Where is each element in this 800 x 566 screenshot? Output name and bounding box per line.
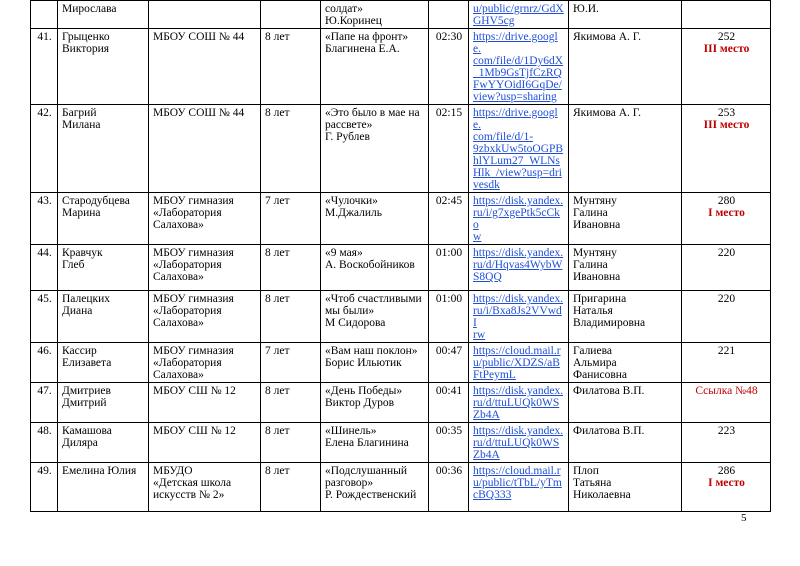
time-cell-text: 00:35 (435, 425, 463, 437)
school-cell-text: МБУДО «Детская школа искусств № 2» (153, 465, 232, 501)
score-cell (682, 193, 771, 245)
video-link[interactable]: https://disk.yandex. ru/i/Bxa8Js2VVwdI rw (473, 293, 564, 341)
name-cell-text: Дмитриев Дмитрий (62, 385, 111, 409)
time-cell-text: 01:00 (435, 293, 463, 305)
school-cell-text: МБОУ СШ № 12 (153, 425, 236, 437)
age-cell-text: 8 лет (265, 247, 290, 259)
teacher-cell (569, 383, 682, 423)
time-cell (429, 291, 469, 343)
name-cell-text: Кравчук Глеб (62, 247, 103, 271)
teacher-cell (569, 343, 682, 383)
num-cell (31, 291, 58, 343)
name-cell (58, 105, 149, 193)
teacher-cell: Ю.И. (569, 1, 682, 29)
score-cell (682, 1, 771, 29)
time-cell (429, 245, 469, 291)
name-cell-text: Стародубцева Марина (62, 195, 130, 219)
num-cell-text: 48. (37, 425, 52, 437)
score-cell (682, 343, 771, 383)
work-cell-text: «Шинель» Елена Благинина (325, 425, 409, 449)
work-cell-text: «9 мая» А. Воскобойников (325, 247, 415, 271)
table-row (31, 423, 771, 463)
age-cell-text: 7 лет (265, 195, 290, 207)
school-cell-text: МБОУ гимназия «Лаборатория Салахова» (153, 247, 234, 283)
name-cell (58, 245, 149, 291)
school-cell-text: МБОУ СОШ № 44 (153, 31, 245, 43)
video-link[interactable]: https://cloud.mail.r u/public/XDZS/aB FtPeymL (473, 345, 561, 381)
video-link[interactable]: https://disk.yandex. ru/d/ttuLUQk0WS Zb4A (473, 385, 564, 421)
school-cell (149, 193, 261, 245)
work-cell (321, 343, 429, 383)
work-cell-text: «Вам наш поклон» Борис Ильютик (325, 345, 418, 369)
work-cell (321, 245, 429, 291)
table-row (31, 29, 771, 105)
age-cell-text: 8 лет (265, 107, 290, 119)
link-cell[interactable] (469, 423, 569, 463)
teacher-cell (569, 463, 682, 512)
num-cell-text: 49. (37, 465, 52, 477)
name-cell (58, 343, 149, 383)
age-cell (261, 423, 321, 463)
table-row (31, 383, 771, 423)
age-cell-text: 7 лет (265, 345, 290, 357)
table-row (31, 291, 771, 343)
place-label: I место (708, 477, 745, 489)
school-cell-text: МБОУ СОШ № 44 (153, 107, 245, 119)
time-cell-text: 02:15 (435, 107, 463, 119)
school-cell (149, 245, 261, 291)
time-cell-text: 01:00 (435, 247, 463, 259)
num-cell (31, 193, 58, 245)
name-cell (58, 29, 149, 105)
link-cell[interactable] (469, 105, 569, 193)
school-cell-text: МБОУ СШ № 12 (153, 385, 236, 397)
time-cell-text: 00:41 (435, 385, 463, 397)
time-cell-text: 00:36 (435, 465, 463, 477)
name-cell-text: Багрий Милана (62, 107, 101, 131)
age-cell-text: 8 лет (265, 465, 290, 477)
school-cell-text: МБОУ гимназия «Лаборатория Салахова» (153, 195, 234, 231)
score-cell (682, 463, 771, 512)
school-cell-text: МБОУ гимназия «Лаборатория Салахова» (153, 293, 234, 329)
num-cell-text: 44. (37, 247, 52, 259)
table-row (31, 463, 771, 512)
video-link[interactable]: https://drive.google. com/file/d/1- 9zbxkUw5toOGPB hlYLum27_WLNs Hlk_/view?usp=dri vesdk (473, 107, 564, 191)
time-cell (429, 29, 469, 105)
video-link[interactable]: https://disk.yandex. ru/d/ttuLUQk0WS Zb4A (473, 425, 564, 461)
school-cell (149, 343, 261, 383)
age-cell-text: 8 лет (265, 425, 290, 437)
work-cell (321, 29, 429, 105)
results-table (30, 0, 771, 512)
link-cell[interactable] (469, 29, 569, 105)
score-cell (682, 291, 771, 343)
age-cell-text: 8 лет (265, 385, 290, 397)
age-cell (261, 193, 321, 245)
name-cell (58, 291, 149, 343)
name-cell-text: Грыценко Виктория (62, 31, 110, 55)
teacher-cell (569, 245, 682, 291)
school-cell (149, 105, 261, 193)
name-cell (58, 383, 149, 423)
name-cell-text: Кассир Елизавета (62, 345, 112, 369)
teacher-cell-text: Якимова А. Г. (573, 31, 641, 43)
num-cell (31, 463, 58, 512)
num-cell (31, 29, 58, 105)
age-cell (261, 29, 321, 105)
score-cell-text: 253 (717, 107, 736, 119)
num-cell (31, 245, 58, 291)
name-cell-text: Палецких Диана (62, 293, 110, 317)
school-cell (149, 463, 261, 512)
score-cell-text: 280 (717, 195, 736, 207)
table-row (31, 193, 771, 245)
name-cell: Мирослава (58, 1, 149, 29)
teacher-cell (569, 193, 682, 245)
work-cell: солдат» Ю.Коринец (321, 1, 429, 29)
table-row-continued (31, 1, 771, 29)
num-cell (31, 105, 58, 193)
time-cell (429, 343, 469, 383)
time-cell (429, 1, 469, 29)
score-cell-text: 286 (717, 465, 736, 477)
num-cell-text: 46. (37, 345, 52, 357)
num-cell (31, 1, 58, 29)
work-cell (321, 463, 429, 512)
score-cell (682, 245, 771, 291)
name-cell (58, 193, 149, 245)
teacher-cell-text: Галиева Альмира Фанисовна (573, 345, 628, 381)
time-cell (429, 193, 469, 245)
time-cell (429, 463, 469, 512)
work-cell-text: «Чтоб счастливыми мы были» М Сидорова (325, 293, 422, 329)
work-cell (321, 423, 429, 463)
school-cell (149, 383, 261, 423)
time-cell (429, 383, 469, 423)
school-cell (149, 291, 261, 343)
score-cell-text: 221 (717, 345, 736, 357)
num-cell (31, 423, 58, 463)
age-cell (261, 1, 321, 29)
num-cell-text: 45. (37, 293, 52, 305)
teacher-cell (569, 105, 682, 193)
link-cell[interactable] (469, 245, 569, 291)
score-cell (682, 423, 771, 463)
age-cell (261, 383, 321, 423)
name-cell-text: Камашова Диляра (62, 425, 112, 449)
reference-label: Ссылка №48 (695, 385, 758, 397)
teacher-cell-text: Филатова В.П. (573, 385, 645, 397)
num-cell-text: 41. (37, 31, 52, 43)
score-cell (682, 29, 771, 105)
link-cell[interactable] (469, 291, 569, 343)
work-cell-text: «Это было в мае на рассвете» Г. Рублев (325, 107, 420, 143)
time-cell (429, 423, 469, 463)
age-cell (261, 463, 321, 512)
school-cell-text: МБОУ гимназия «Лаборатория Салахова» (153, 345, 234, 381)
link-cell[interactable] (469, 1, 569, 29)
score-cell (682, 383, 771, 423)
time-cell-text: 00:47 (435, 345, 463, 357)
work-cell (321, 291, 429, 343)
table-row (31, 343, 771, 383)
school-cell (149, 29, 261, 105)
video-link[interactable]: https://disk.yandex. ru/d/Hqvas4WybW S8QQ (473, 247, 564, 283)
work-cell-text: «День Победы» Виктор Дуров (325, 385, 403, 409)
work-cell-text: «Подслушанный разговор» Р. Рождественский (325, 465, 417, 501)
num-cell-text: 43. (37, 195, 52, 207)
age-cell (261, 245, 321, 291)
age-cell (261, 291, 321, 343)
teacher-cell-text: Плоп Татьяна Николаевна (573, 465, 631, 501)
page-number: 5 (741, 512, 747, 524)
work-cell (321, 383, 429, 423)
teacher-cell-text: Филатова В.П. (573, 425, 645, 437)
score-cell (682, 105, 771, 193)
place-label: III место (703, 43, 750, 55)
name-cell (58, 423, 149, 463)
teacher-cell-text: Мунтяну Галина Ивановна (573, 195, 621, 231)
teacher-cell-text: Якимова А. Г. (573, 107, 641, 119)
video-link[interactable]: https://disk.yandex. ru/i/g7xgePtk5cCko w (473, 195, 564, 243)
work-cell (321, 193, 429, 245)
score-cell-text: 252 (717, 31, 736, 43)
link-cell[interactable] (469, 193, 569, 245)
table-row (31, 105, 771, 193)
work-cell (321, 105, 429, 193)
video-link[interactable]: https://cloud.mail.r u/public/tTbL/yTm cBQ333 (473, 465, 562, 501)
work-cell-text: «Папе на фронт» Благинена Е.А. (325, 31, 409, 55)
teacher-cell (569, 291, 682, 343)
name-cell-text: Емелина Юлия (62, 465, 137, 477)
num-cell (31, 383, 58, 423)
num-cell-text: 47. (37, 385, 52, 397)
video-link[interactable]: https://drive.google. com/file/d/1Dy6dX _1Mb9GsTjfCzRQ FwYYOidI6GqDe/ view?usp=sharing (473, 31, 564, 103)
table-row (31, 245, 771, 291)
score-cell-text: 220 (717, 247, 736, 259)
teacher-cell-text: Мунтяну Галина Ивановна (573, 247, 621, 283)
score-cell-text: 220 (717, 293, 736, 305)
num-cell (31, 343, 58, 383)
school-cell (149, 423, 261, 463)
teacher-cell (569, 423, 682, 463)
time-cell-text: 02:45 (435, 195, 463, 207)
name-cell (58, 463, 149, 512)
age-cell-text: 8 лет (265, 31, 290, 43)
link-cell[interactable] (469, 343, 569, 383)
age-cell (261, 343, 321, 383)
place-label: III место (703, 119, 750, 131)
school-cell (149, 1, 261, 29)
work-cell-text: «Чулочки» М.Джалиль (325, 195, 382, 219)
age-cell (261, 105, 321, 193)
score-cell-text: 223 (717, 425, 736, 437)
teacher-cell (569, 29, 682, 105)
video-link[interactable]: u/public/grnrz/GdX GHV5cg (473, 3, 564, 27)
teacher-cell-text: Пригарина Наталья Владимировна (573, 293, 646, 329)
link-cell[interactable] (469, 383, 569, 423)
num-cell-text: 42. (37, 107, 52, 119)
place-label: I место (708, 207, 745, 219)
age-cell-text: 8 лет (265, 293, 290, 305)
link-cell[interactable] (469, 463, 569, 512)
time-cell (429, 105, 469, 193)
time-cell-text: 02:30 (435, 31, 463, 43)
